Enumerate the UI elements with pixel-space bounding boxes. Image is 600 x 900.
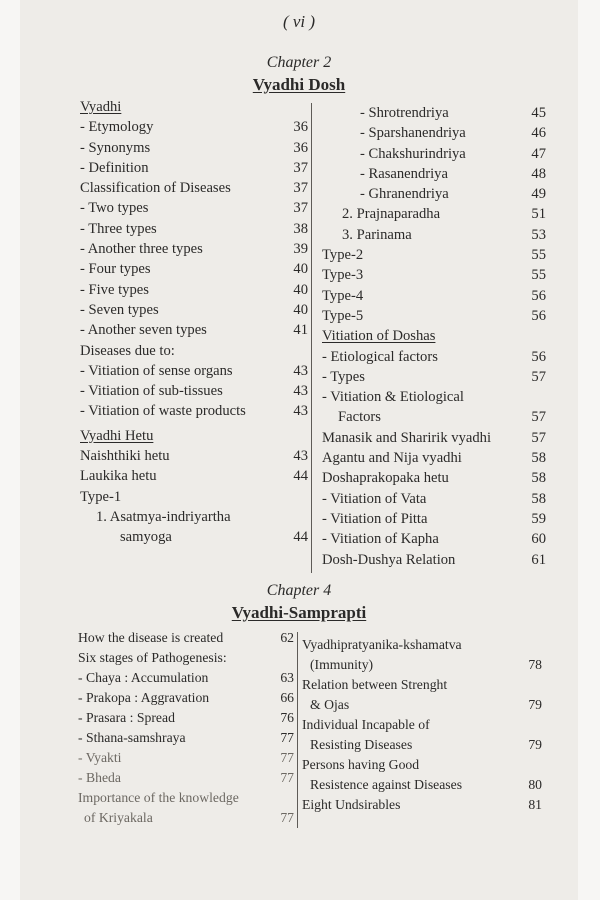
book-page — [20, 0, 578, 900]
toc-entry — [322, 529, 546, 549]
entry-page-number: 37 — [293, 159, 308, 176]
entry-page-number — [520, 635, 542, 655]
entry-title: Vyadhi — [80, 99, 122, 115]
toc-entry — [80, 300, 308, 320]
toc-entry — [78, 808, 294, 828]
entry-title: - Three types — [80, 220, 157, 237]
entry-title: Vitiation of Doshas — [322, 328, 436, 345]
entry-title: Factors — [338, 409, 381, 426]
entry-page-number — [524, 387, 546, 407]
chapter-2-right-column — [322, 103, 546, 570]
entry-title: samyoga — [120, 529, 172, 546]
toc-entry — [80, 341, 308, 361]
toc-entry — [302, 795, 542, 815]
entry-title: - Definition — [80, 159, 149, 176]
entry-title: Naishthiki hetu — [80, 448, 170, 465]
entry-title: - Bheda — [78, 770, 121, 785]
entry-title: How the disease is created — [78, 630, 224, 645]
entry-title: - Five types — [80, 281, 149, 298]
toc-entry — [80, 527, 308, 547]
entry-page-number — [520, 755, 542, 775]
toc-entry — [80, 446, 308, 466]
toc-entry — [80, 401, 308, 421]
entry-page-number: 43 — [293, 403, 308, 420]
entry-title: - Shrotrendriya — [360, 105, 449, 121]
entry-page-number: 36 — [293, 119, 308, 136]
entry-title: - Vitiation of Pitta — [322, 510, 428, 527]
entry-page-number: 44 — [293, 529, 308, 546]
entry-title: 2. Prajnaparadha — [342, 206, 441, 223]
toc-entry — [78, 768, 294, 788]
chapter-4-label: Chapter 4 — [266, 582, 332, 599]
entry-page-number — [272, 788, 294, 808]
entry-page-number: 49 — [531, 186, 546, 203]
chapter-4-left-column — [78, 628, 294, 828]
entry-page-number: 77 — [280, 810, 294, 825]
entry-page-number: 58 — [531, 470, 546, 487]
entry-title: - Synonyms — [80, 139, 151, 156]
toc-entry — [80, 239, 308, 259]
entry-title: (Immunity) — [310, 657, 374, 672]
entry-title: Resistence against Diseases — [310, 777, 463, 792]
toc-entry — [322, 204, 546, 224]
toc-entry — [80, 219, 308, 239]
entry-title: & Ojas — [310, 697, 350, 712]
entry-page-number: 81 — [528, 797, 542, 812]
entry-title: 3. Parinama — [342, 226, 412, 243]
entry-page-number: 43 — [293, 362, 308, 379]
entry-page-number: 59 — [531, 510, 546, 527]
entry-page-number: 58 — [531, 490, 546, 507]
entry-title: Persons having Good — [302, 757, 420, 772]
entry-page-number: 53 — [531, 226, 546, 243]
toc-entry — [80, 117, 308, 137]
entry-title: Laukika hetu — [80, 468, 157, 485]
entry-page-number: 57 — [531, 429, 546, 446]
toc-entry — [302, 715, 542, 735]
section-heading — [80, 426, 308, 446]
chapter-4-right-column — [302, 635, 542, 815]
entry-title: Dosh-Dushya Relation — [322, 551, 456, 568]
entry-page-number: 55 — [531, 267, 546, 284]
toc-entry — [78, 688, 294, 708]
entry-page-number: 66 — [280, 690, 294, 705]
entry-page-number: 51 — [531, 206, 546, 223]
entry-title: - Chakshurindriya — [360, 145, 466, 162]
entry-page-number: 56 — [531, 307, 546, 324]
toc-entry — [80, 178, 308, 198]
toc-entry — [322, 367, 546, 387]
entry-page-number — [286, 97, 308, 117]
entry-title: Eight Undsirables — [302, 797, 401, 812]
section-heading — [80, 97, 308, 117]
entry-title: - Vitiation of sense organs — [80, 362, 233, 379]
toc-entry — [322, 387, 546, 407]
entry-page-number: 63 — [280, 670, 294, 685]
entry-title: - Etymology — [80, 119, 154, 136]
toc-entry — [80, 487, 308, 507]
entry-page-number: 61 — [531, 551, 546, 568]
toc-entry — [78, 728, 294, 748]
entry-page-number: 60 — [531, 531, 546, 548]
entry-title: Vyadhipratyanika-kshamatva — [302, 637, 462, 652]
entry-title: - Another three types — [80, 241, 203, 258]
toc-entry — [302, 695, 542, 715]
entry-page-number: 41 — [293, 322, 308, 339]
entry-title: Type-5 — [322, 307, 364, 324]
column-divider — [297, 632, 298, 828]
entry-title: - Rasanendriya — [360, 165, 448, 182]
entry-title: Vyadhi Hetu — [80, 427, 154, 444]
entry-title: - Vitiation & Etiological — [322, 389, 464, 406]
entry-title: - Sthana-samshraya — [78, 730, 186, 745]
toc-entry — [322, 164, 546, 184]
entry-title: Type-1 — [80, 488, 122, 505]
entry-title: Individual Incapable of — [302, 717, 430, 732]
entry-title: Type-3 — [322, 267, 364, 284]
toc-entry — [322, 468, 546, 488]
toc-entry — [322, 306, 546, 326]
toc-entry — [78, 748, 294, 768]
entry-title: - Sparshanendriya — [360, 125, 466, 142]
entry-page-number: 47 — [531, 145, 546, 162]
entry-title: Agantu and Nija vyadhi — [322, 450, 462, 467]
entry-page-number: 43 — [293, 383, 308, 400]
entry-page-number: 37 — [293, 200, 308, 217]
entry-page-number: 57 — [531, 368, 546, 385]
toc-entry — [80, 259, 308, 279]
entry-page-number: 58 — [531, 450, 546, 467]
entry-page-number: 79 — [528, 737, 542, 752]
entry-title: - Vitiation of waste products — [80, 403, 246, 420]
entry-title: - Four types — [80, 261, 151, 278]
entry-title: - Seven types — [80, 301, 159, 318]
toc-entry — [80, 466, 308, 486]
toc-entry — [302, 735, 542, 755]
entry-page-number: 56 — [531, 348, 546, 365]
toc-entry — [322, 550, 546, 570]
entry-page-number — [520, 715, 542, 735]
entry-title: Classification of Diseases — [80, 180, 231, 197]
toc-entry — [302, 655, 542, 675]
chapter-2-title: Vyadhi Dosh — [252, 75, 346, 94]
toc-entry — [80, 158, 308, 178]
toc-entry — [78, 668, 294, 688]
toc-entry — [78, 788, 294, 808]
toc-entry — [322, 123, 546, 143]
toc-entry — [78, 708, 294, 728]
entry-title: - Etiological factors — [322, 348, 438, 365]
entry-page-number: 79 — [528, 697, 542, 712]
toc-entry — [78, 648, 294, 668]
toc-entry — [322, 184, 546, 204]
entry-title: - Prasara : Spread — [78, 710, 175, 725]
toc-entry — [80, 361, 308, 381]
toc-entry — [322, 407, 546, 427]
entry-page-number — [524, 326, 546, 346]
toc-entry — [302, 755, 542, 775]
entry-page-number: 48 — [531, 165, 546, 182]
entry-title: - Prakopa : Aggravation — [78, 690, 210, 705]
toc-entry — [80, 138, 308, 158]
entry-page-number: 77 — [280, 770, 294, 785]
toc-entry — [302, 675, 542, 695]
entry-page-number — [272, 648, 294, 668]
entry-page-number: 76 — [280, 710, 294, 725]
entry-page-number: 40 — [293, 261, 308, 278]
chapter-2-label: Chapter 2 — [266, 54, 332, 71]
toc-entry — [80, 280, 308, 300]
page-number: ( vi ) — [282, 12, 316, 31]
entry-title: - Vitiation of Kapha — [322, 531, 439, 548]
toc-entry — [322, 225, 546, 245]
entry-page-number: 37 — [293, 180, 308, 197]
toc-entry — [78, 628, 294, 648]
toc-entry — [322, 489, 546, 509]
entry-page-number: 78 — [528, 657, 542, 672]
chapter-2-left-column — [80, 97, 308, 548]
entry-title: - Chaya : Accumulation — [78, 670, 209, 685]
entry-title: - Types — [322, 368, 365, 385]
entry-title: Resisting Diseases — [310, 737, 413, 752]
entry-page-number: 55 — [531, 247, 546, 264]
entry-title: of Kriyakala — [84, 810, 153, 825]
entry-title: - Vyakti — [78, 750, 122, 765]
entry-page-number: 40 — [293, 281, 308, 298]
entry-title: Doshaprakopaka hetu — [322, 470, 449, 487]
chapter-4-title: Vyadhi-Samprapti — [231, 603, 367, 622]
toc-entry — [322, 144, 546, 164]
toc-entry — [322, 286, 546, 306]
entry-page-number: 62 — [280, 630, 294, 645]
entry-page-number — [520, 675, 542, 695]
entry-page-number — [286, 507, 308, 527]
entry-title: 1. Asatmya-indriyartha — [96, 508, 231, 525]
entry-page-number: 38 — [293, 220, 308, 237]
column-divider — [311, 103, 312, 573]
entry-page-number — [286, 426, 308, 446]
entry-page-number — [286, 341, 308, 361]
entry-title: - Vitiation of Vata — [322, 490, 427, 507]
entry-title: Relation between Strenght — [302, 677, 448, 692]
entry-page-number: 44 — [293, 468, 308, 485]
toc-entry — [322, 265, 546, 285]
entry-title: - Vitiation of sub-tissues — [80, 383, 223, 400]
entry-page-number: 39 — [293, 241, 308, 258]
toc-entry — [322, 103, 546, 123]
toc-entry — [80, 320, 308, 340]
toc-entry — [80, 381, 308, 401]
entry-page-number: 77 — [280, 750, 294, 765]
toc-entry — [302, 635, 542, 655]
toc-entry — [322, 509, 546, 529]
toc-entry — [80, 198, 308, 218]
entry-page-number: 45 — [531, 105, 546, 121]
toc-entry — [80, 507, 308, 527]
toc-entry — [302, 775, 542, 795]
entry-title: - Two types — [80, 200, 149, 217]
toc-entry — [322, 448, 546, 468]
toc-entry — [322, 347, 546, 367]
entry-title: Diseases due to: — [80, 342, 175, 359]
entry-title: - Ghranendriya — [360, 186, 449, 203]
entry-page-number: 46 — [531, 125, 546, 142]
entry-page-number: 80 — [528, 777, 542, 792]
toc-entry — [322, 245, 546, 265]
entry-page-number: 36 — [293, 139, 308, 156]
entry-page-number: 56 — [531, 287, 546, 304]
entry-page-number: 43 — [293, 448, 308, 465]
section-heading — [322, 326, 546, 346]
entry-page-number: 77 — [280, 730, 294, 745]
entry-page-number: 40 — [293, 301, 308, 318]
entry-title: Manasik and Sharirik vyadhi — [322, 429, 492, 446]
entry-page-number — [286, 487, 308, 507]
entry-title: Type-2 — [322, 247, 364, 264]
entry-title: - Another seven types — [80, 322, 207, 339]
entry-title: Type-4 — [322, 287, 364, 304]
entry-page-number: 57 — [531, 409, 546, 426]
toc-entry — [322, 428, 546, 448]
entry-title: Six stages of Pathogenesis: — [78, 650, 227, 665]
entry-title: Importance of the knowledge — [78, 790, 239, 805]
